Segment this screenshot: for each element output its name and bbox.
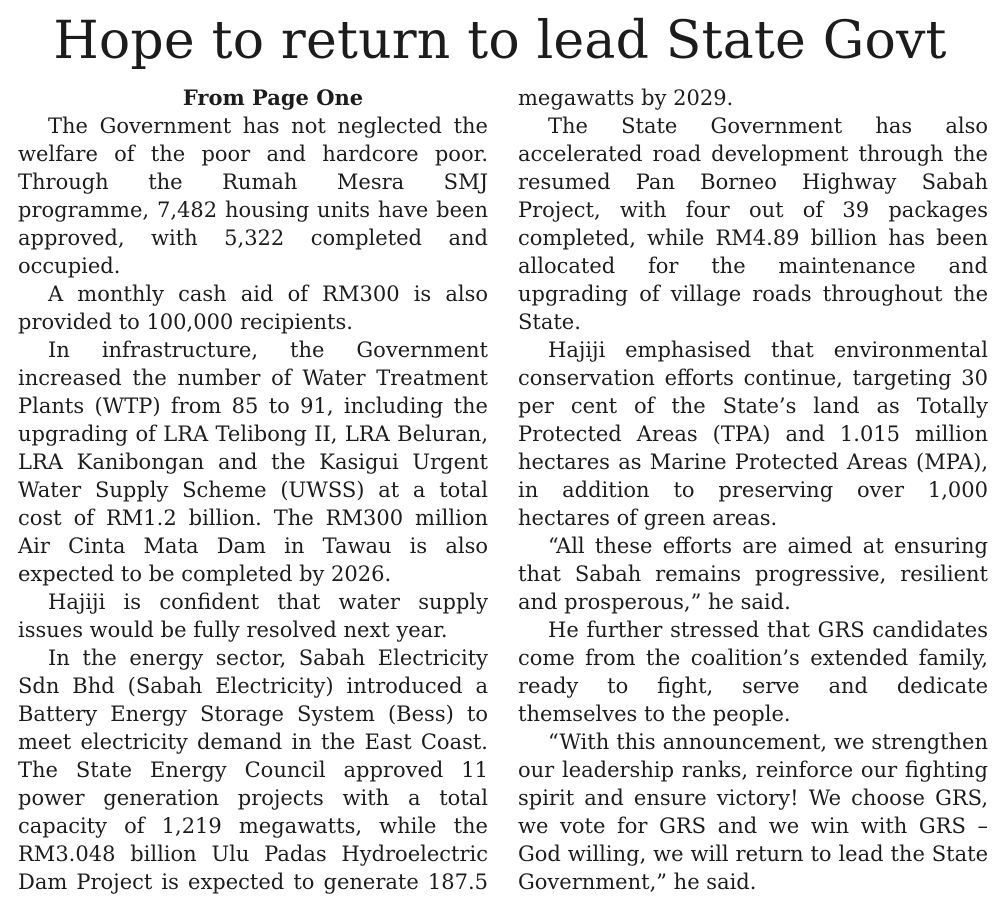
paragraph-energy-continued: megawatts by 2029.	[518, 86, 734, 110]
headline: Hope to return to lead State Govt	[53, 11, 947, 71]
paragraph-housing: The Government has not neglected the welfare of the poor and hardcore poor. Through the Rumah Mesra SMJ programme, 7,482 housing units have been approved, with 5,322 completed and occupied.	[18, 114, 488, 278]
paragraph-roads: The State Government has also accelerated road development through the resumed Pan Borneo Highway Sabah Project, with four out of 39 packages completed, while RM4.89 billion has been allocated for the maintenance and upgrading of village roads throughout the State.	[518, 114, 988, 334]
article-column-right	[518, 84, 988, 896]
paragraph-quote-announcement: “With this announcement, we strengthen our leadership ranks, reinforce our fighting spirit and ensure victory! We choose GRS, we vote for GRS and we win with GRS – God willing, we will return to lead the State Government,” he said.	[518, 730, 988, 894]
paragraph-candidates: He further stressed that GRS candidates come from the coalition’s extended family, ready to fight, serve and dedicate themselves to the people.	[518, 618, 988, 726]
article-column-left	[18, 84, 488, 896]
paragraph-quote-efforts: “All these efforts are aimed at ensuring that Sabah remains progressive, resilient and prosperous,” he said.	[518, 534, 988, 614]
paragraph-energy: In the energy sector, Sabah Electricity Sdn Bhd (Sabah Electricity) introduced a Battery Energy Storage System (Bess) to meet electricity demand in the East Coast. The State Energy Council approved 11 power generation projects with a total capacity of 1,219 megawatts, while the RM3.048 billion Ulu Padas Hydroelectric Dam Project is expected to generate 187.5	[18, 646, 488, 894]
paragraph-infrastructure: In infrastructure, the Government increased the number of Water Treatment Plants (WTP) from 85 to 91, including the upgrading of LRA Telibong II, LRA Beluran, LRA Kanibongan and the Kasigui Urgent Water Supply Scheme (UWSS) at a total cost of RM1.2 billion. The RM300 million Air Cinta Mata Dam in Tawau is also expected to be completed by 2026.	[18, 338, 488, 586]
paragraph-environment: Hajiji emphasised that environmental conservation efforts continue, targeting 30 per cent of the State’s land as Totally Protected Areas (TPA) and 1.015 million hectares as Marine Protected Areas (MPA), in addition to preserving over 1,000 hectares of green areas.	[518, 338, 988, 530]
kicker-from-page-one: From Page One	[182, 85, 364, 110]
paragraph-water-supply: Hajiji is confident that water supply issues would be fully resolved next year.	[18, 590, 488, 642]
paragraph-cash-aid: A monthly cash aid of RM300 is also provided to 100,000 recipients.	[18, 282, 488, 334]
